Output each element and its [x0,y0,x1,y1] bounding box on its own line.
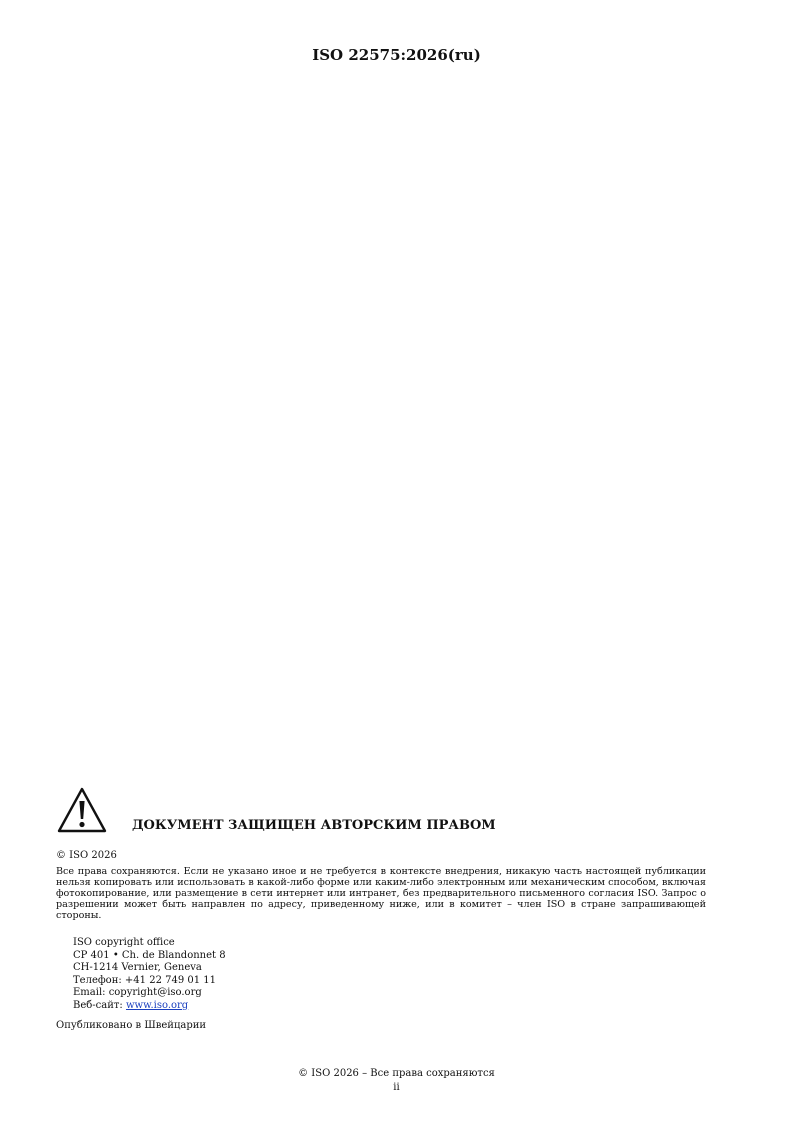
copyright-warning-title: ДОКУМЕНТ ЗАЩИЩЕН АВТОРСКИМ ПРАВОМ [132,818,496,833]
published-in: Опубликовано в Швейцарии [56,1020,207,1031]
website-link[interactable]: www.iso.org [125,999,189,1011]
page-footer [0,1067,793,1095]
address-line: CH-1214 Vernier, Geneva [73,962,202,973]
page-number: ii [393,1082,400,1093]
copyright-year: © ISO 2026 [56,850,117,861]
website-label: Веб-сайт: [73,999,126,1011]
footer-rights: © ISO 2026 – Все права сохраняются [298,1068,495,1079]
address-line: CP 401 • Ch. de Blandonnet 8 [73,949,226,961]
website-line [73,1000,226,1013]
address-line: ISO copyright office [73,937,175,948]
phone-line: Телефон: +41 22 749 01 11 [73,974,216,986]
document-id-header: ISO 22575:2026(ru) [312,46,481,64]
rights-statement: Все права сохраняются. Если не указано иное и не требуется в контексте внедрения, никакую часть настоящей публикации нельзя копировать или использовать в какой-либо форме или каким-либо электронным или механическим способом, включая фотокопирование, или размещение в сети интернет или интранет, без предварительного письменного согласия ISO. Запрос о разрешении может быть направлен по адресу, приведенному ниже, или в комитет – член ISO в стране запрашивающей стороны. [56,866,706,921]
email-line: Email: copyright@iso.org [73,987,202,998]
warning-triangle-icon [56,786,108,834]
copyright-office-address [73,937,226,1012]
